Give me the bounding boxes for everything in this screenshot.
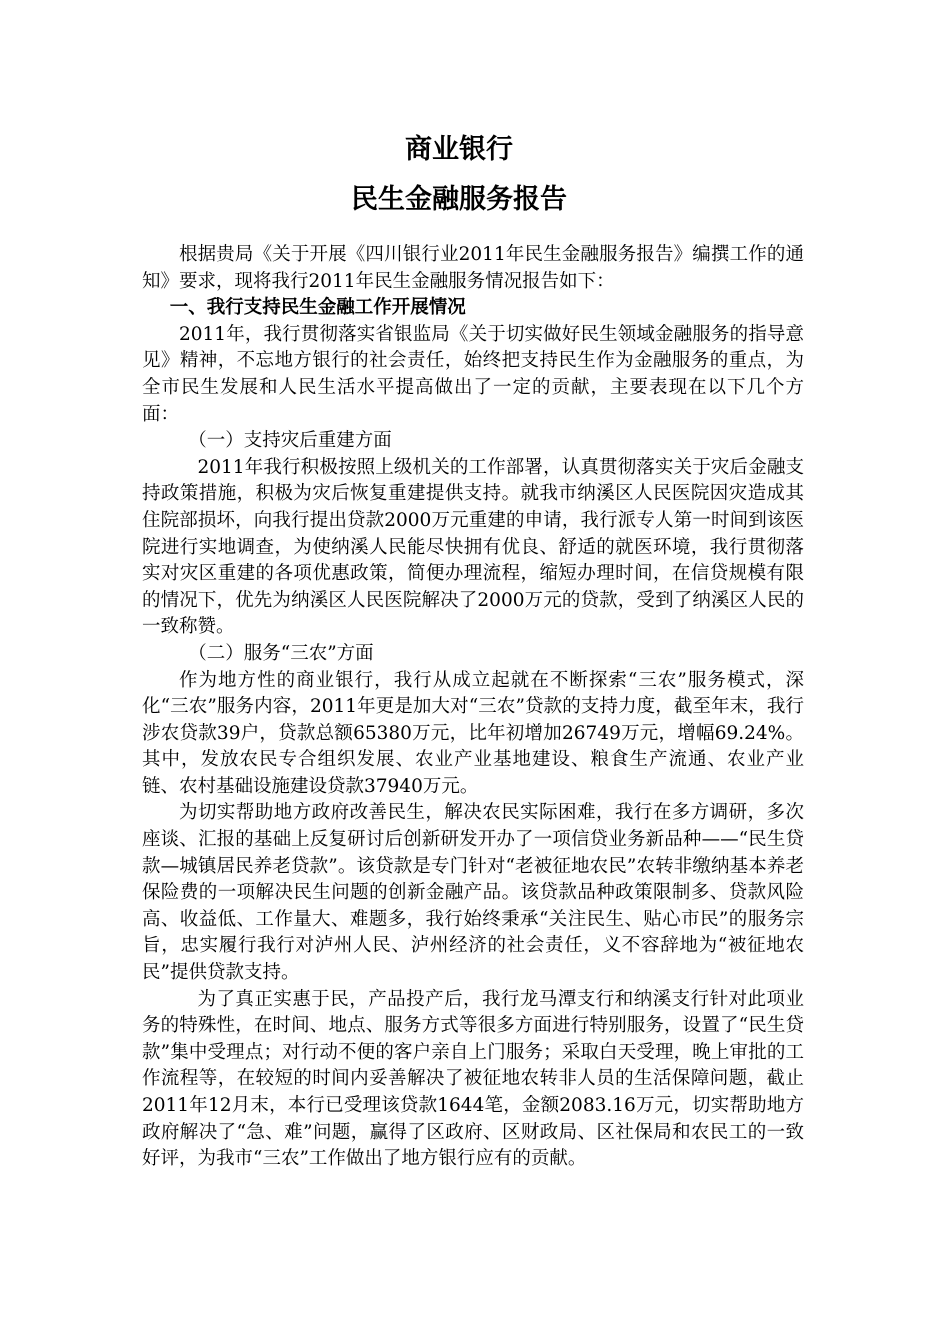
subsection-heading-2: （二）服务“三农”方面 — [188, 642, 374, 664]
section-heading-1: 一、我行支持民生金融工作开展情况 — [169, 297, 466, 319]
paragraph-reconstruction: 2011年我行积极按照上级机关的工作部署，认真贯彻落实关于灾后金融支持政策措施，积极为灾后恢复重建提供支持。就我市纳溪区人民医院因灾造成其住院部损坏，向我行提出贷款2000万元重建的申请，我行派专人第一时间到该医院进行实地调查，为使纳溪人民能尽快拥有优良、舒适的就医环境，我行贯彻落实对灾区重建的各项优惠政策，简便办理流程，缩短办理时间，在信贷规模有限的情况下，优先为纳溪区人民医院解决了2000万元的贷款，受到了纳溪区人民的一致称赞。 — [142, 456, 804, 638]
subsection-heading-1: （一）支持灾后重建方面 — [188, 430, 392, 452]
paragraph-service: 为了真正实惠于民，产品投产后，我行龙马潭支行和纳溪支行针对此项业务的特殊性，在时间、地点、服务方式等很多方面进行特别服务，设置了“民生贷款”集中受理点；对行动不便的客户亲自上门服务；采取白天受理，晚上审批的工作流程等，在较短的时间内妥善解决了被征地农转非人员的生活保障问题，截止2011年12月末，本行已受理该贷款1644笔，金额2083.16万元，切实帮助地方政府解决了“急、难”问题，赢得了区政府、区财政局、区社保局和农民工的一致好评，为我市“三农”工作做出了地方银行应有的贡献。 — [142, 988, 804, 1170]
document-title-line2: 民生金融服务报告 — [351, 184, 567, 215]
document-body — [142, 242, 804, 1173]
paragraph-overview: 2011年，我行贯彻落实省银监局《关于切实做好民生领域金融服务的指导意见》精神，不忘地方银行的社会责任，始终把支持民生作为金融服务的重点，为全市民生发展和人民生活水平提高做出了一定的贡献，主要表现在以下几个方面： — [142, 323, 804, 425]
document-title-line1: 商业银行 — [405, 134, 513, 165]
paragraph-minsheng-loan: 为切实帮助地方政府改善民生，解决农民实际困难，我行在多方调研，多次座谈、汇报的基础上反复研讨后创新研发开办了一项信贷业务新品种——“民生贷款—城镇居民养老贷款”。该贷款是专门针对“老被征地农民”农转非缴纳基本养老保险费的一项解决民生问题的创新金融产品。该贷款品种政策限制多、贷款风险高、收益低、工作量大、难题多，我行始终秉承“关注民生、贴心市民”的服务宗旨，忠实履行我行对泸州人民、泸州经济的社会责任，义不容辞地为“被征地农民”提供贷款支持。 — [142, 802, 804, 984]
paragraph-intro: 根据贵局《关于开展《四川银行业2011年民生金融服务报告》编撰工作的通知》要求，现将我行2011年民生金融服务情况报告如下： — [142, 244, 804, 292]
paragraph-sannong: 作为地方性的商业银行，我行从成立起就在不断探索“三农”服务模式，深化“三农”服务内容，2011年更是加大对“三农”贷款的支持力度，截至年末，我行涉农贷款39户，贷款总额65380万元，比年初增加26749万元，增幅69.24%。其中，发放农民专合组织发展、农业产业基地建设、粮食生产流通、农业产业链、农村基础设施建设贷款37940万元。 — [142, 669, 804, 797]
